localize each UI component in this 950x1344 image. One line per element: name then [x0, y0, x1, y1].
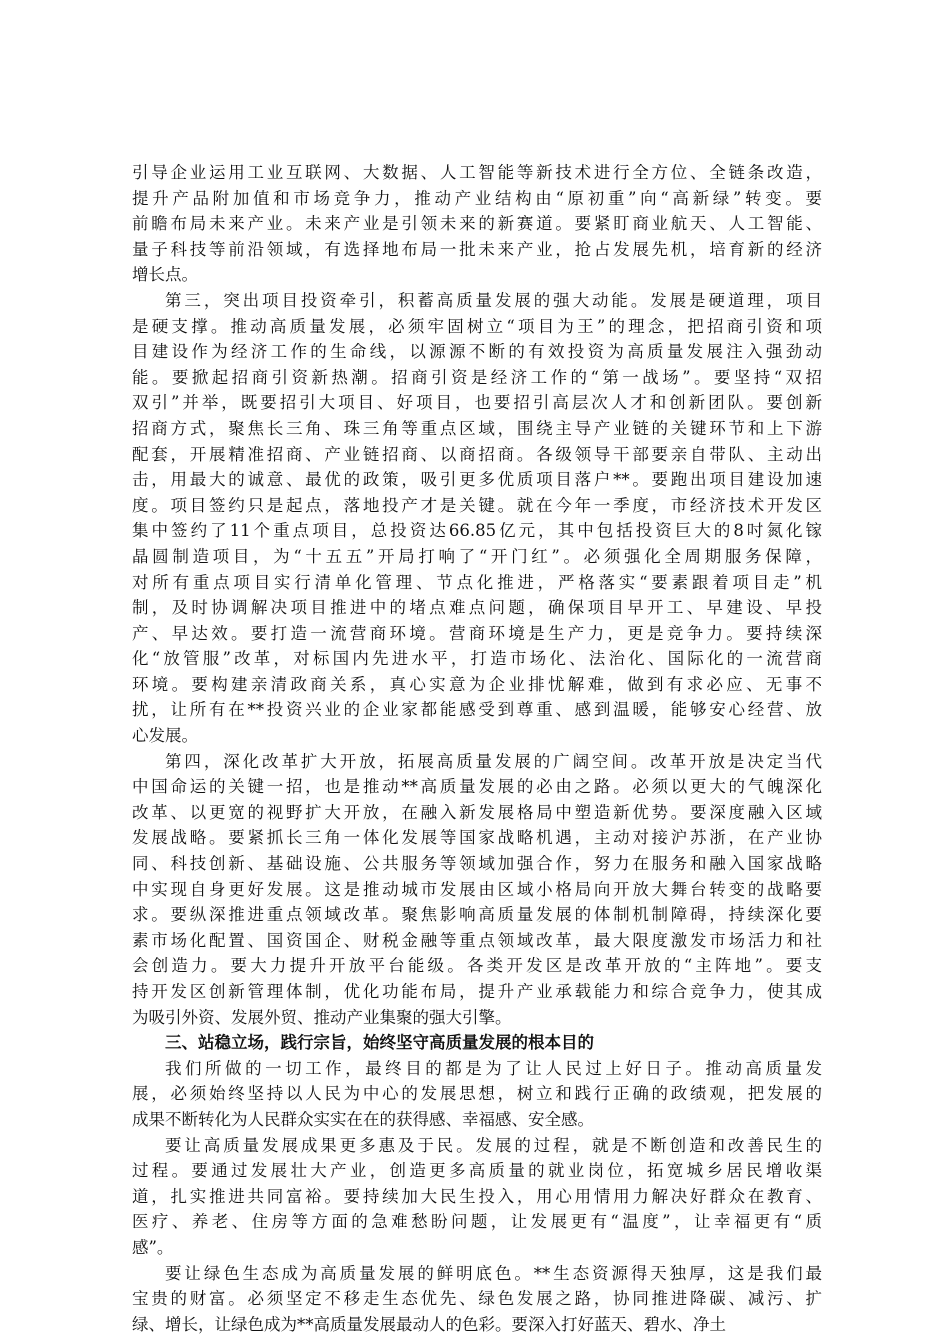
body-paragraph: [132, 1261, 822, 1338]
text-line: 制，及时协调解决项目推进中的堵点难点问题，确保项目早开工、早建设、早投: [132, 598, 822, 618]
text-line: 化“放管服”改革，对标国内先进水平，打造市场化、法治化、国际化的一流营商: [132, 649, 822, 669]
text-line: 对所有重点项目实行清单化管理、节点化推进，严格落实“要素跟着项目走”机: [132, 572, 822, 592]
text-line: 环境。要构建亲清政商关系，真心实意为企业排忧解难，做到有求必应、无事不: [132, 674, 822, 694]
text-line: 增长点。: [132, 265, 198, 285]
text-line: 配套，开展精准招商、产业链招商、以商招商。各级领导干部要亲自带队、主动出: [132, 444, 822, 464]
text-line: 绿、增长，让绿色成为**高质量发展最动人的色彩。要深入打好蓝天、碧水、净土: [132, 1314, 726, 1334]
text-line: 引导企业运用工业互联网、大数据、人工智能等新技术进行全方位、全链条改造，: [132, 163, 822, 182]
text-line: 第三，突出项目投资牵引，积蓄高质量发展的强大动能。发展是硬道理，项目: [165, 290, 822, 310]
text-line: 要让高质量发展成果更多惠及于民。发展的过程，就是不断创造和改善民生的: [165, 1135, 822, 1155]
text-line: 能。要掀起招商引资新热潮。招商引资是经济工作的“第一战场”。要坚持“双招: [132, 367, 822, 387]
body-paragraph: [132, 288, 822, 749]
text-line: 改革、以更宽的视野扩大开放，在融入新发展格局中塑造新优势。要深度融入区域: [132, 802, 822, 822]
text-line: 集中签约了11个重点项目，总投资达66.85亿元，其中包括投资巨大的8吋氮化镓: [132, 521, 822, 541]
body-paragraph: [132, 749, 822, 1031]
text-line: 为吸引外资、发展外贸、推动产业集聚的强大引擎。: [132, 1007, 512, 1027]
text-line: 击，用最大的诚意、最优的政策，吸引更多优质项目落户**。要跑出项目建设加速: [132, 470, 822, 490]
body-paragraph: [132, 1133, 822, 1261]
text-line: 成果不断转化为人民群众实实在在的获得感、幸福感、安全感。: [132, 1109, 594, 1129]
text-line: 第四，深化改革扩大开放，拓展高质量发展的广阔空间。改革开放是决定当代: [165, 751, 822, 771]
text-line: 中国命运的关键一招，也是推动**高质量发展的必由之路。必须以更大的气魄深化: [132, 777, 822, 797]
text-line: 宝贵的财富。必须坚定不移走生态优先、绿色发展之路，协同推进降碳、减污、扩: [132, 1289, 822, 1309]
text-line: 扰，让所有在**投资兴业的企业家都能感受到尊重、感到温暖，能够安心经营、放: [132, 700, 822, 720]
text-line: 招商方式，聚焦长三角、珠三角等重点区域，围绕主导产业链的关键环节和上下游: [132, 418, 822, 438]
text-line: 中实现自身更好发展。这是推动城市发展由区域小格局向开放大舞台转变的战略要: [132, 879, 822, 899]
text-line: 同、科技创新、基础设施、公共服务等领域加强合作，努力在服务和融入国家战略: [132, 854, 822, 874]
text-line: 会创造力。要大力提升开放平台能级。各类开发区是改革开放的“主阵地”。要支: [132, 956, 822, 976]
text-line: 过程。要通过发展壮大产业，创造更多高质量的就业岗位，拓宽城乡居民增收渠: [132, 1161, 822, 1181]
text-line: 双引”并举，既要招引大项目、好项目，也要招引高层次人才和创新团队。要创新: [132, 393, 822, 413]
text-line: 目建设作为经济工作的生命线，以源源不断的有效投资为高质量发展注入强劲动: [132, 342, 822, 362]
text-line: 医疗、养老、住房等方面的急难愁盼问题，让发展更有“温度”，让幸福更有“质: [132, 1212, 822, 1232]
text-line: 提升产品附加值和市场竞争力，推动产业结构由“原初重”向“高新绿”转变。要: [132, 188, 822, 208]
text-line: 量子科技等前沿领域，有选择地布局一批未来产业，抢占发展先机，培育新的经济: [132, 239, 822, 259]
text-line: 发展战略。要紧抓长三角一体化发展等国家战略机遇，主动对接沪苏浙，在产业协: [132, 828, 822, 848]
text-line: 产、早达效。要打造一流营商环境。营商环境是生产力，更是竞争力。要持续深: [132, 623, 822, 643]
text-line: 要让绿色生态成为高质量发展的鲜明底色。**生态资源得天独厚，这是我们最: [165, 1263, 822, 1283]
text-line: 展，必须始终坚持以人民为中心的发展思想，树立和践行正确的政绩观，把发展的: [132, 1084, 822, 1104]
text-line: 是硬支撑。推动高质量发展，必须牢固树立“项目为王”的理念，把招商引资和项: [132, 316, 822, 336]
text-line: 度。项目签约只是起点，落地投产才是关键。就在今年一季度，市经济技术开发区: [132, 495, 822, 515]
text-line: 素市场化配置、国资国企、财税金融等重点领域改革，最大限度激发市场活力和社: [132, 930, 822, 950]
text-line: 前瞻布局未来产业。未来产业是引领未来的新赛道。要紧盯商业航天、人工智能、: [132, 214, 822, 234]
text-line: 我们所做的一切工作，最终目的都是为了让人民过上好日子。推动高质量发: [165, 1058, 822, 1078]
document-page: [132, 160, 822, 1337]
body-paragraph: [132, 160, 822, 288]
text-line: 心发展。: [132, 726, 198, 746]
text-line: 道，扎实推进共同富裕。要持续加大民生投入，用心用情用力解决好群众在教育、: [132, 1186, 822, 1206]
section-heading: [132, 1030, 822, 1056]
text-line: 感”。: [132, 1237, 174, 1257]
body-paragraph: [132, 1056, 822, 1133]
text-line: 晶圆制造项目，为“十五五”开局打响了“开门红”。必须强化全周期服务保障，: [132, 546, 822, 566]
text-line: 持开发区创新管理体制，优化功能布局，提升产业承载能力和综合竞争力，使其成: [132, 982, 822, 1001]
text-line: 求。要纵深推进重点领域改革。聚焦影响高质量发展的体制机制障碍，持续深化要: [132, 905, 822, 925]
text-line: 三、站稳立场，践行宗旨，始终坚守高质量发展的根本目的: [165, 1033, 594, 1053]
